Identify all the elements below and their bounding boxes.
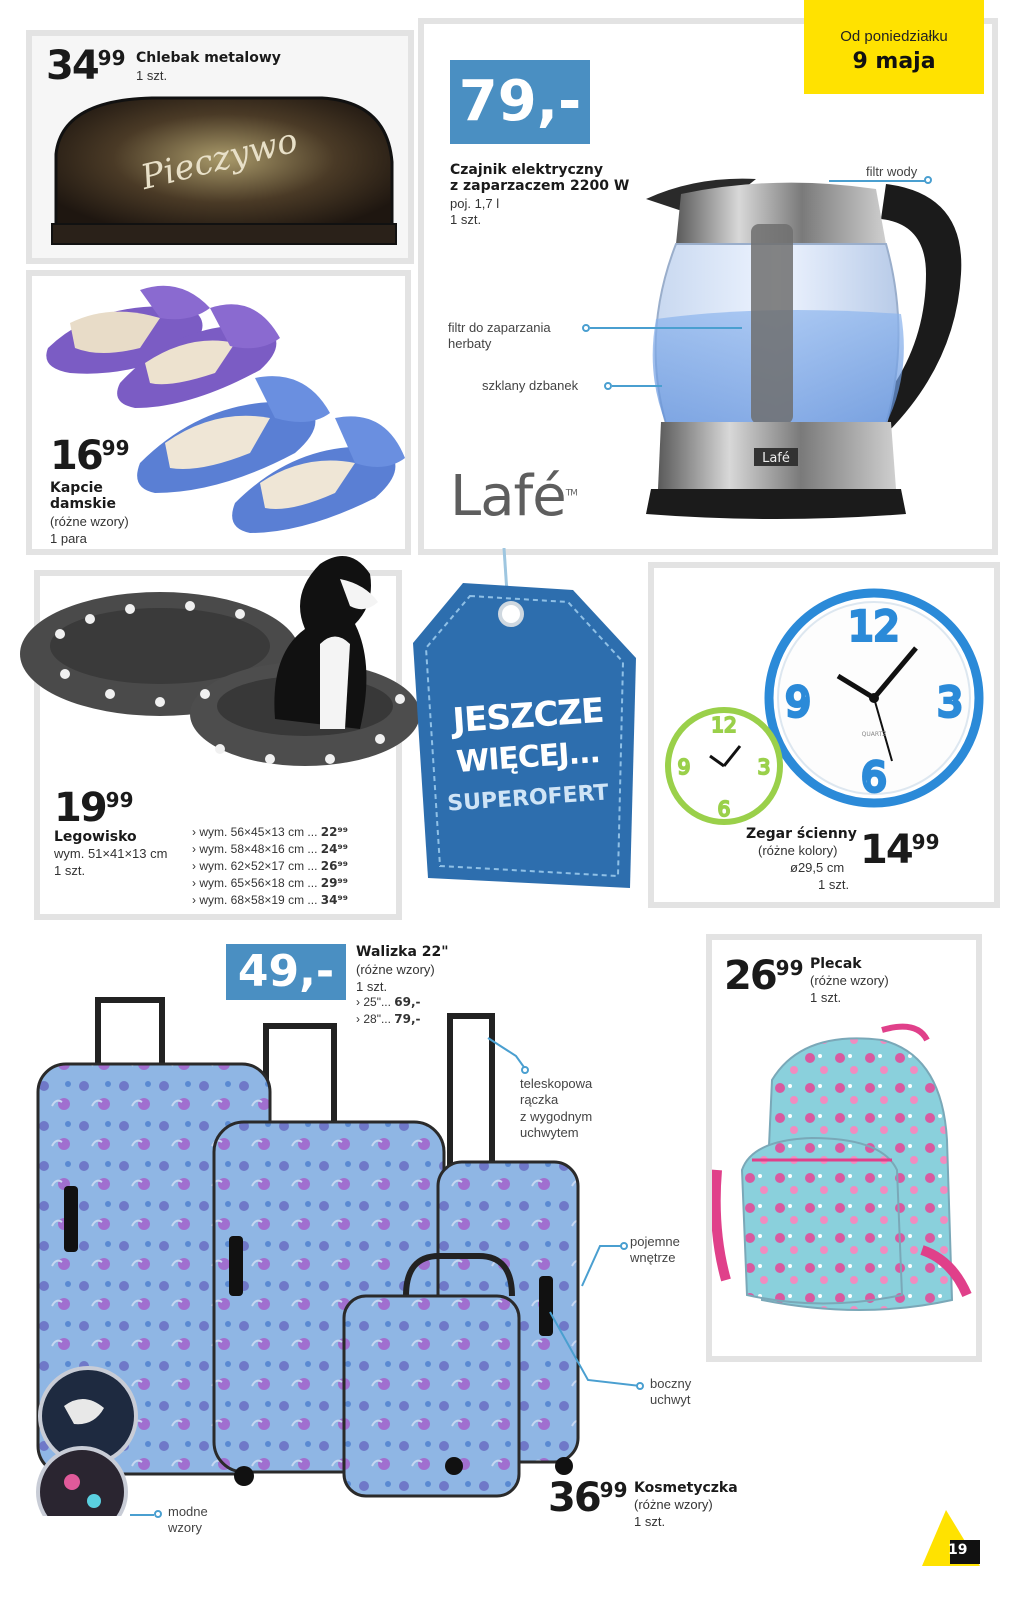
suitcase-option: › 28"... 79,- <box>356 1012 421 1027</box>
suitcase-name: Walizka 22" <box>356 944 449 960</box>
dogbed-card[interactable] <box>34 570 402 920</box>
superofert-tag[interactable] <box>408 548 640 898</box>
date-banner-line1: Od poniedziałku <box>840 28 948 45</box>
backpack-image <box>712 1020 976 1350</box>
suitcase-qty: 1 szt. <box>356 979 388 994</box>
date-banner <box>804 0 984 94</box>
dogbed-size: wym. 51×41×13 cm <box>54 846 168 861</box>
breadbox-image <box>42 92 402 257</box>
clock-variant: (różne kolory) <box>758 843 838 858</box>
breadbox-price: 3499 <box>46 43 126 89</box>
slippers-qty: 1 para <box>50 531 87 546</box>
dogbed-price: 1999 <box>54 785 134 831</box>
dogbed-options <box>192 824 348 909</box>
callout-side-connector <box>548 1310 648 1390</box>
dogbed-option: › wym. 62×52×17 cm ... 26⁹⁹ <box>192 859 348 874</box>
dogbed-option: › wym. 56×45×13 cm ... 22⁹⁹ <box>192 825 348 839</box>
cosmetic-qty: 1 szt. <box>634 1514 666 1529</box>
svg-text:6: 6 <box>861 755 887 801</box>
callout-side-dot <box>636 1382 644 1390</box>
kettle-price: 79,- <box>450 60 590 144</box>
cosmetic-name: Kosmetyczka <box>634 1480 738 1496</box>
dogbed-option: › wym. 58×48×16 cm ... 24⁹⁹ <box>192 842 348 857</box>
kettle-badge: Lafé <box>762 451 790 466</box>
dogbed-qty: 1 szt. <box>54 863 86 878</box>
kettle-name-2: z zaparzaczem 2200 W <box>450 178 630 194</box>
kettle-card[interactable] <box>418 18 998 555</box>
callout-side: boczny uchwyt <box>650 1376 692 1408</box>
suitcase-option: › 25"... 69,- <box>356 995 421 1009</box>
slippers-card[interactable] <box>26 270 411 555</box>
callout-tea-1: filtr do zaparzania <box>448 320 551 335</box>
dogbed-option: › wym. 65×56×18 cm ... 29⁹⁹ <box>192 876 348 891</box>
callout-jug-dot <box>604 382 612 390</box>
dogbed-option: › wym. 68×58×19 cm ... 34⁹⁹ <box>192 893 348 908</box>
svg-text:9: 9 <box>785 680 811 726</box>
clock-size: ø29,5 cm <box>790 860 845 875</box>
tag-line1: JESZCZE <box>451 690 605 742</box>
cosmetic-price: 3699 <box>548 1475 628 1521</box>
svg-text:3: 3 <box>757 755 771 779</box>
callout-jug-line <box>612 385 662 387</box>
kettle-image <box>636 164 966 534</box>
suitcase-variant: (różne wzory) <box>356 962 435 977</box>
callout-filter-water-dot <box>924 176 932 184</box>
callout-tea-dot <box>582 324 590 332</box>
backpack-name: Plecak <box>810 956 862 972</box>
callout-inside-dot <box>620 1242 628 1250</box>
breadbox-card[interactable] <box>26 30 414 264</box>
clock-name: Zegar ścienny <box>746 826 857 842</box>
callout-filter-water: filtr wody <box>866 164 918 179</box>
tag-line2: WIĘCEJ... <box>455 735 601 780</box>
tag-line3: SUPEROFERT <box>446 780 610 817</box>
slippers-name-2: damskie <box>50 496 116 512</box>
kettle-qty: 1 szt. <box>450 212 482 227</box>
suitcase-price: 49,- <box>226 944 346 1000</box>
kettle-name-1: Czajnik elektryczny <box>450 162 603 178</box>
svg-text:12: 12 <box>848 604 900 650</box>
clock-card[interactable] <box>648 562 1000 908</box>
backpack-card[interactable] <box>706 934 982 1362</box>
cosmetic-variant: (różne wzory) <box>634 1497 713 1512</box>
breadbox-lid-text: Pieczywo <box>137 120 302 199</box>
callout-pattern: modne wzory <box>168 1504 208 1536</box>
clock-price: 1499 <box>860 827 940 873</box>
dogbed-image <box>20 534 420 779</box>
callout-tea-2: herbaty <box>448 336 492 351</box>
callout-tea-line <box>590 327 742 329</box>
clock-brand: QUARTZ <box>861 731 887 738</box>
breadbox-name: Chlebak metalowy <box>136 50 281 66</box>
slippers-price: 1699 <box>50 433 130 479</box>
svg-text:9: 9 <box>677 755 691 779</box>
backpack-qty: 1 szt. <box>810 990 842 1005</box>
slippers-name-1: Kapcie <box>50 480 103 496</box>
backpack-variant: (różne wzory) <box>810 973 889 988</box>
clock-qty: 1 szt. <box>818 877 850 892</box>
callout-inside: pojemne wnętrze <box>630 1234 680 1266</box>
kettle-brand-logo: Lafé™ <box>450 464 577 529</box>
clock-image <box>660 586 990 826</box>
page-number: 19 <box>948 1542 968 1558</box>
svg-text:3: 3 <box>937 680 963 726</box>
date-banner-line2: 9 maja <box>852 49 936 74</box>
callout-pattern-line <box>130 1514 154 1516</box>
callout-jug: szklany dzbanek <box>482 378 579 393</box>
slippers-variant: (różne wzory) <box>50 514 129 529</box>
callout-filter-water-line <box>829 180 929 182</box>
suitcase-image <box>34 996 594 1516</box>
svg-text:12: 12 <box>711 713 737 737</box>
svg-text:6: 6 <box>717 797 731 821</box>
callout-handle-dot <box>521 1066 529 1074</box>
page-number-badge <box>918 1504 984 1568</box>
kettle-capacity: poj. 1,7 l <box>450 196 500 211</box>
callout-handle: teleskopowa rączka z wygodnym uchwytem <box>520 1076 593 1140</box>
breadbox-qty: 1 szt. <box>136 68 168 83</box>
backpack-price: 2699 <box>724 953 804 999</box>
callout-pattern-dot <box>154 1510 162 1518</box>
dogbed-name: Legowisko <box>54 829 137 845</box>
